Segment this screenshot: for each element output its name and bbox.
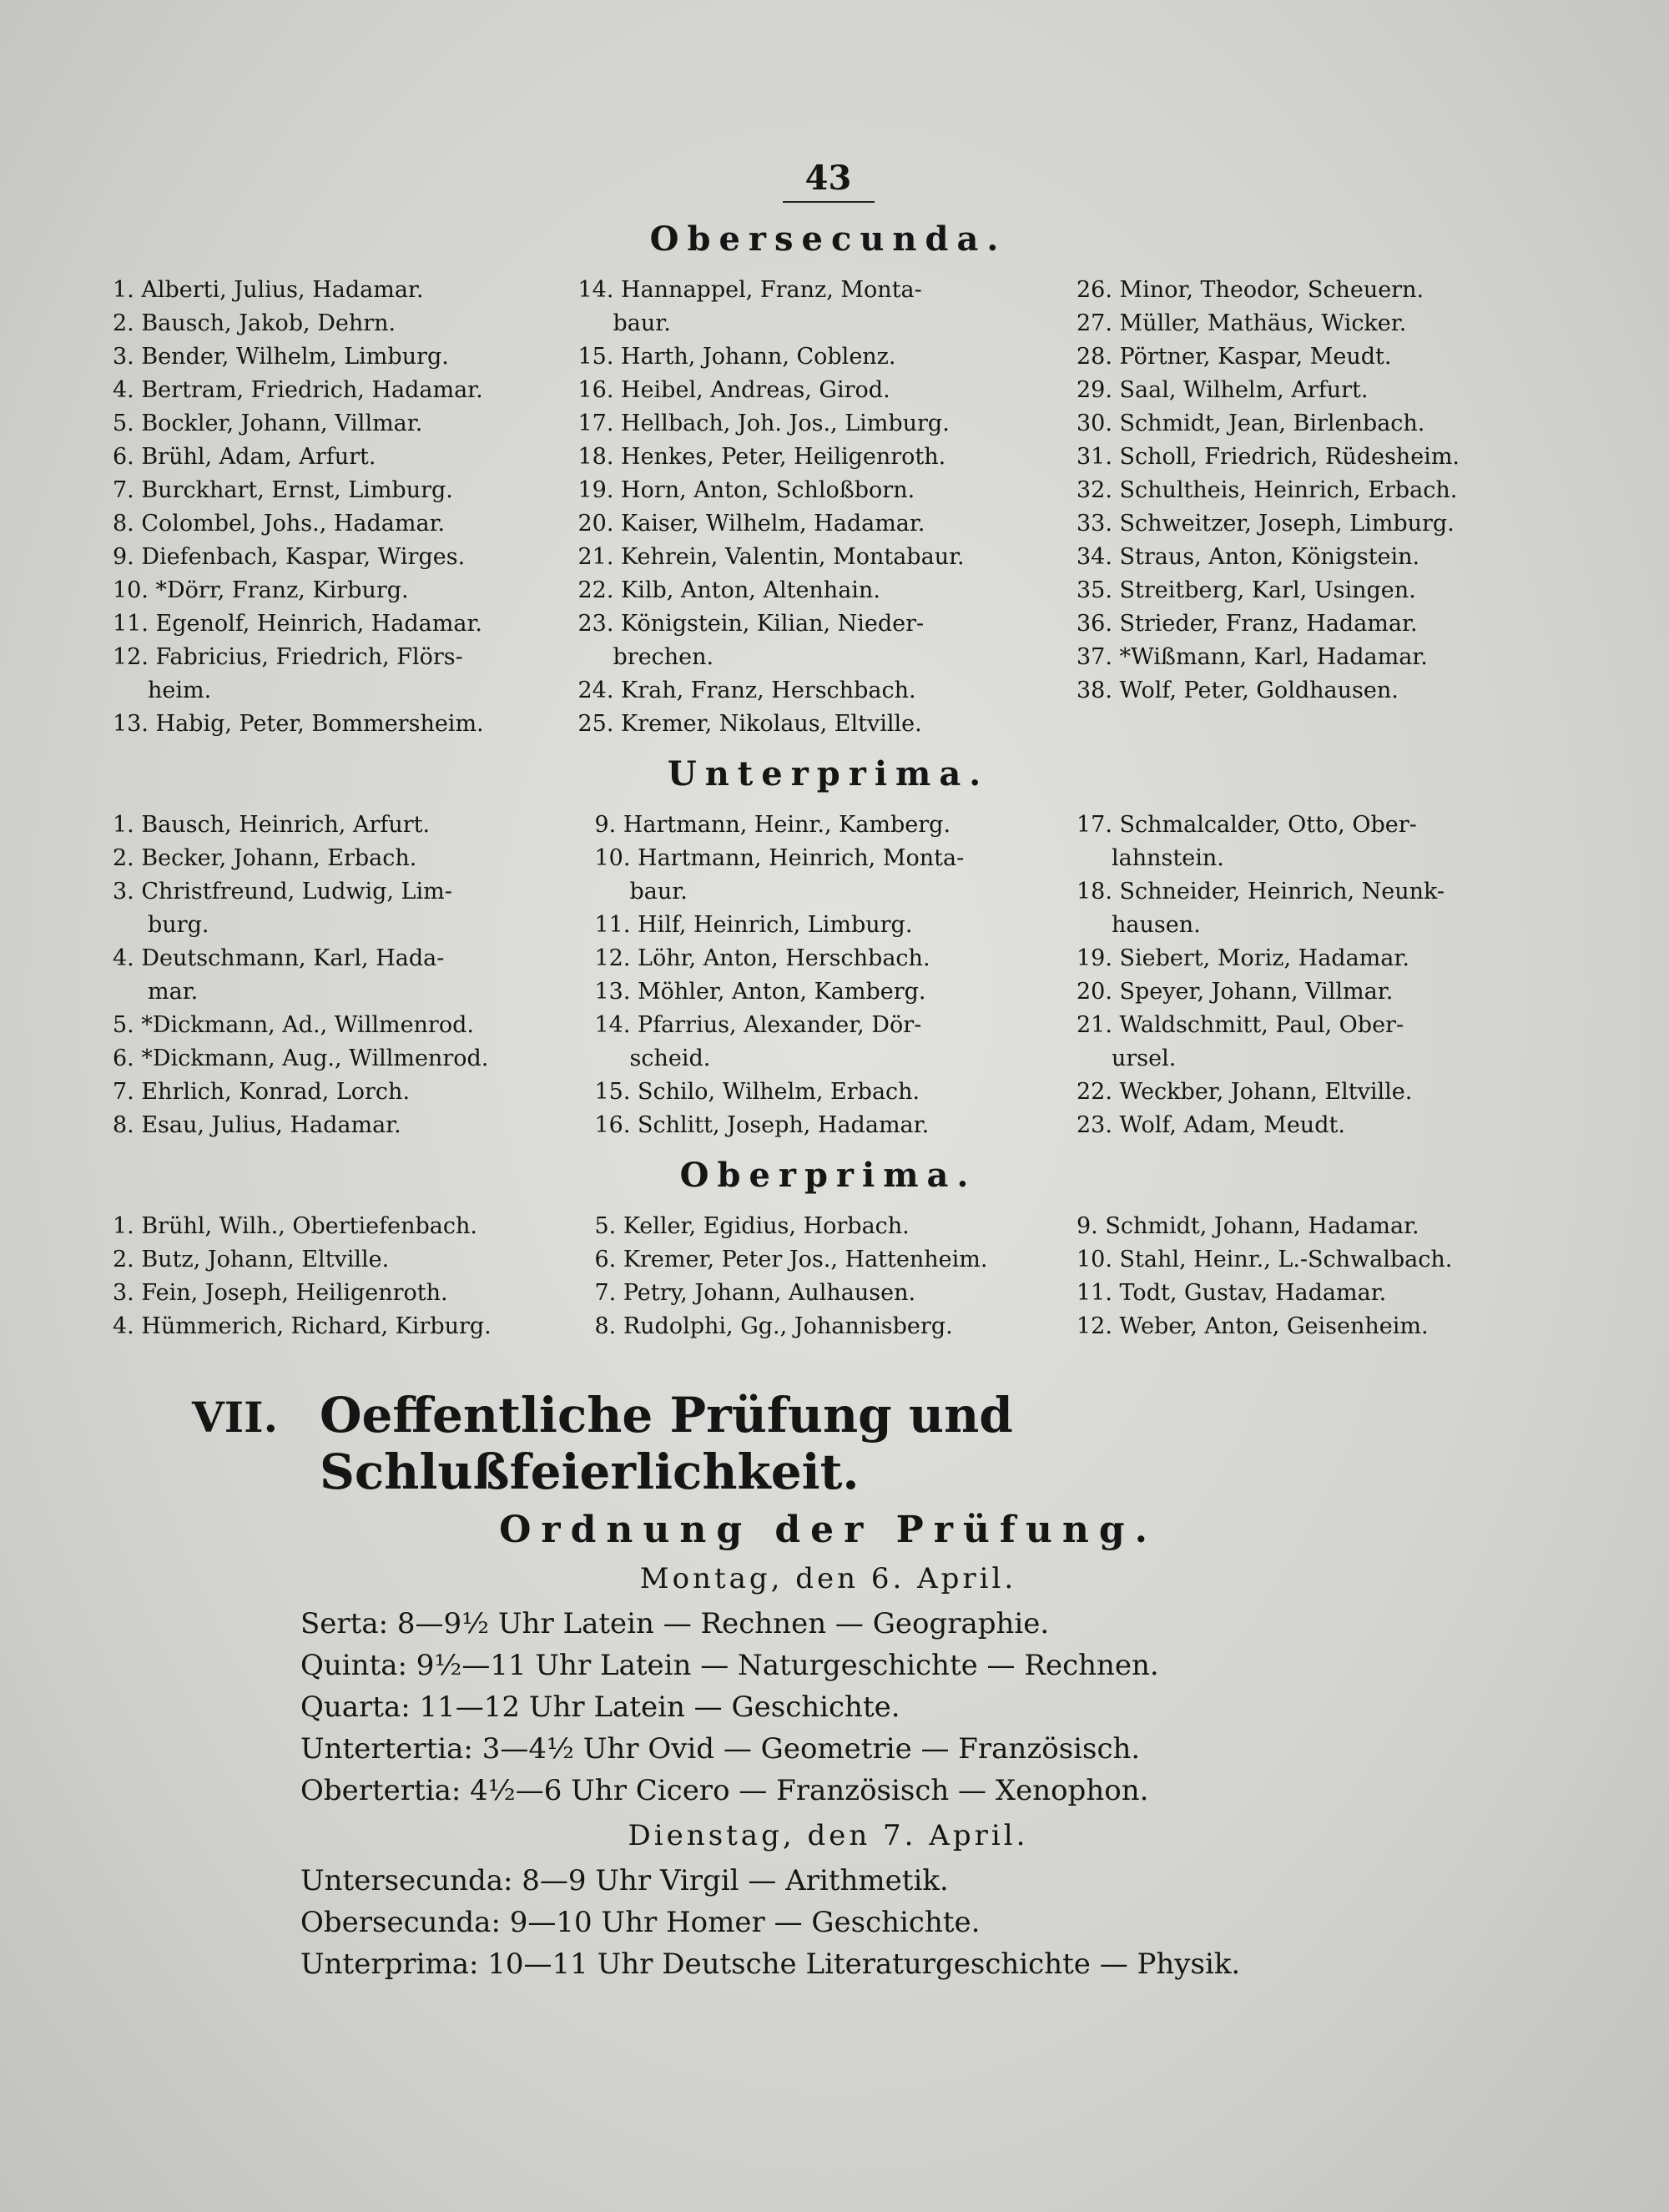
list-item: 3. Bender, Wilhelm, Limburg. [113, 344, 449, 370]
list-item: 6. *Dickmann, Aug., Willmenrod. [113, 1046, 489, 1071]
list-item: 23. Wolf, Adam, Meudt. [1077, 1112, 1345, 1138]
exam-item: Quarta: 11—12 Uhr Latein — Geschichte. [300, 1690, 900, 1724]
list-item: 19. Siebert, Moriz, Hadamar. [1077, 945, 1409, 971]
list-item: 22. Weckber, Johann, Eltville. [1077, 1079, 1413, 1105]
list-item: 2. Becker, Johann, Erbach. [113, 845, 417, 871]
list-item: 7. Ehrlich, Konrad, Lorch. [113, 1079, 411, 1105]
list-item-continuation: burg. [148, 912, 209, 938]
list-item: 17. Hellbach, Joh. Jos., Limburg. [577, 411, 950, 436]
list-item: 7. Petry, Johann, Aulhausen. [594, 1280, 916, 1306]
list-item: 10. Stahl, Heinr., L.-Schwalbach. [1077, 1247, 1453, 1272]
list-item: 5. Bockler, Johann, Villmar. [113, 411, 423, 436]
list-item: 26. Minor, Theodor, Scheuern. [1077, 277, 1424, 303]
list-item: 13. Möhler, Anton, Kamberg. [594, 979, 926, 1005]
list-item: 12. Weber, Anton, Geisenheim. [1077, 1313, 1429, 1339]
list-item: 12. Fabricius, Friedrich, Flörs- [113, 644, 463, 670]
list-item: 16. Heibel, Andreas, Girod. [577, 377, 890, 403]
day-heading-monday: Montag, den 6. April. [639, 1562, 1017, 1595]
list-item: 1. Brühl, Wilh., Obertiefenbach. [113, 1213, 477, 1239]
list-item: 37. *Wißmann, Karl, Hadamar. [1077, 644, 1428, 670]
list-item: 20. Speyer, Johann, Villmar. [1077, 979, 1394, 1005]
list-item: 17. Schmalcalder, Otto, Ober- [1077, 812, 1417, 838]
list-item: 6. Kremer, Peter Jos., Hattenheim. [594, 1247, 988, 1272]
exam-schedule-tuesday [300, 1860, 1544, 1985]
list-item: 4. Deutschmann, Karl, Hada- [113, 945, 445, 971]
list-item: 18. Schneider, Heinrich, Neunk- [1077, 879, 1445, 904]
list-item-continuation: ursel. [1112, 1046, 1177, 1071]
list-column [1077, 274, 1544, 741]
list-column [113, 809, 547, 1142]
list-column [1077, 1210, 1544, 1343]
list-item: 33. Schweitzer, Joseph, Limburg. [1077, 511, 1455, 537]
list-item: 11. Hilf, Heinrich, Limburg. [594, 912, 913, 938]
list-item: 15. Harth, Johann, Coblenz. [577, 344, 896, 370]
list-item: 8. Rudolphi, Gg., Johannisberg. [594, 1313, 953, 1339]
list-item: 24. Krah, Franz, Herschbach. [577, 678, 916, 703]
list-item: 30. Schmidt, Jean, Birlenbach. [1077, 411, 1425, 436]
list-item: 3. Christfreund, Ludwig, Lim- [113, 879, 452, 904]
list-item: 10. Hartmann, Heinrich, Monta- [594, 845, 965, 871]
list-item: 11. Egenolf, Heinrich, Hadamar. [113, 611, 482, 637]
list-item: 38. Wolf, Peter, Goldhausen. [1077, 678, 1399, 703]
list-item-continuation: scheid. [629, 1046, 711, 1071]
list-item-continuation: baur. [629, 879, 688, 904]
list-column [578, 274, 1029, 741]
list-item: 1. Alberti, Julius, Hadamar. [113, 277, 424, 303]
list-item: 1. Bausch, Heinrich, Arfurt. [113, 812, 431, 838]
list-item: 6. Brühl, Adam, Arfurt. [113, 444, 376, 470]
list-item: 10. *Dörr, Franz, Kirburg. [113, 577, 409, 603]
list-item: 18. Henkes, Peter, Heiligenroth. [577, 444, 946, 470]
student-list-unterprima [113, 809, 1544, 1142]
list-item: 9. Schmidt, Johann, Hadamar. [1077, 1213, 1419, 1239]
exam-item: Serta: 8—9½ Uhr Latein — Rechnen — Geographie. [300, 1607, 1050, 1640]
exam-schedule-monday [300, 1603, 1544, 1811]
page-number-rule [783, 201, 875, 203]
list-item: 7. Burckhart, Ernst, Limburg. [113, 477, 453, 503]
list-item: 5. Keller, Egidius, Horbach. [594, 1213, 910, 1239]
list-item: 5. *Dickmann, Ad., Willmenrod. [113, 1012, 474, 1038]
list-item: 2. Butz, Johann, Eltville. [113, 1247, 390, 1272]
list-item: 21. Kehrein, Valentin, Montabaur. [577, 544, 965, 570]
list-column [595, 809, 1029, 1142]
list-item: 29. Saal, Wilhelm, Arfurt. [1077, 377, 1369, 403]
list-column [1077, 809, 1544, 1142]
list-item-continuation: lahnstein. [1112, 845, 1224, 871]
list-item: 8. Esau, Julius, Hadamar. [113, 1112, 401, 1138]
list-item-continuation: mar. [148, 979, 199, 1005]
chapter-heading [192, 1387, 1544, 1500]
chapter-number: VII. [192, 1393, 278, 1442]
list-item: 11. Todt, Gustav, Hadamar. [1077, 1280, 1387, 1306]
student-list-oberprima [113, 1210, 1544, 1343]
list-item: 3. Fein, Joseph, Heiligenroth. [113, 1280, 448, 1306]
exam-item: Unterprima: 10—11 Uhr Deutsche Literaturgeschichte — Physik. [300, 1947, 1241, 1981]
list-item: 34. Straus, Anton, Königstein. [1077, 544, 1420, 570]
list-item-continuation: brechen. [613, 644, 714, 670]
list-item: 27. Müller, Mathäus, Wicker. [1077, 310, 1407, 336]
list-column [113, 1210, 547, 1343]
list-item: 23. Königstein, Kilian, Nieder- [577, 611, 925, 637]
list-item: 22. Kilb, Anton, Altenhain. [577, 577, 880, 603]
exam-item: Obersecunda: 9—10 Uhr Homer — Geschichte. [300, 1906, 981, 1939]
list-item: 9. Hartmann, Heinr., Kamberg. [594, 812, 951, 838]
chapter-title: Oeffentliche Prüfung und Schlußfeierlichkeit. [319, 1387, 1013, 1500]
list-item: 9. Diefenbach, Kaspar, Wirges. [113, 544, 466, 570]
list-item: 14. Hannappel, Franz, Monta- [577, 277, 922, 303]
list-item: 35. Streitberg, Karl, Usingen. [1077, 577, 1416, 603]
student-list-obersecunda [113, 274, 1544, 741]
list-item: 25. Kremer, Nikolaus, Eltville. [577, 711, 922, 737]
exam-order-title: Ordnung der Prüfung. [499, 1509, 1157, 1551]
page-number: 43 [804, 159, 852, 198]
list-item: 4. Bertram, Friedrich, Hadamar. [113, 377, 483, 403]
list-item: 4. Hümmerich, Richard, Kirburg. [113, 1313, 492, 1339]
list-item-continuation: baur. [613, 310, 671, 336]
list-item: 36. Strieder, Franz, Hadamar. [1077, 611, 1418, 637]
exam-item: Obertertia: 4½—6 Uhr Cicero — Französisch — Xenophon. [300, 1774, 1149, 1807]
list-column [595, 1210, 1029, 1343]
list-item: 20. Kaiser, Wilhelm, Hadamar. [577, 511, 925, 537]
section-title-oberprima: Oberprima. [679, 1156, 977, 1195]
list-item: 28. Pörtner, Kaspar, Meudt. [1077, 344, 1392, 370]
list-item: 13. Habig, Peter, Bommersheim. [113, 711, 484, 737]
list-item: 19. Horn, Anton, Schloßborn. [577, 477, 915, 503]
exam-item: Untersecunda: 8—9 Uhr Virgil — Arithmetik. [300, 1864, 949, 1897]
list-item: 2. Bausch, Jakob, Dehrn. [113, 310, 396, 336]
list-item-continuation: hausen. [1112, 912, 1201, 938]
exam-item: Quinta: 9½—11 Uhr Latein — Naturgeschichte — Rechnen. [300, 1649, 1159, 1682]
list-column [113, 274, 530, 741]
list-item: 8. Colombel, Johs., Hadamar. [113, 511, 446, 537]
section-title-unterprima: Unterprima. [667, 754, 990, 794]
list-item: 16. Schlitt, Joseph, Hadamar. [594, 1112, 930, 1138]
exam-item: Untertertia: 3—4½ Uhr Ovid — Geometrie — Französisch. [300, 1732, 1141, 1766]
list-item: 32. Schultheis, Heinrich, Erbach. [1077, 477, 1458, 503]
list-item: 12. Löhr, Anton, Herschbach. [594, 945, 930, 971]
day-heading-tuesday: Dienstag, den 7. April. [628, 1819, 1029, 1852]
list-item: 15. Schilo, Wilhelm, Erbach. [594, 1079, 920, 1105]
section-title-obersecunda: Obersecunda. [649, 219, 1007, 259]
list-item-continuation: heim. [148, 678, 212, 703]
list-item: 14. Pfarrius, Alexander, Dör- [594, 1012, 922, 1038]
list-item: 21. Waldschmitt, Paul, Ober- [1077, 1012, 1404, 1038]
list-item: 31. Scholl, Friedrich, Rüdesheim. [1077, 444, 1460, 470]
